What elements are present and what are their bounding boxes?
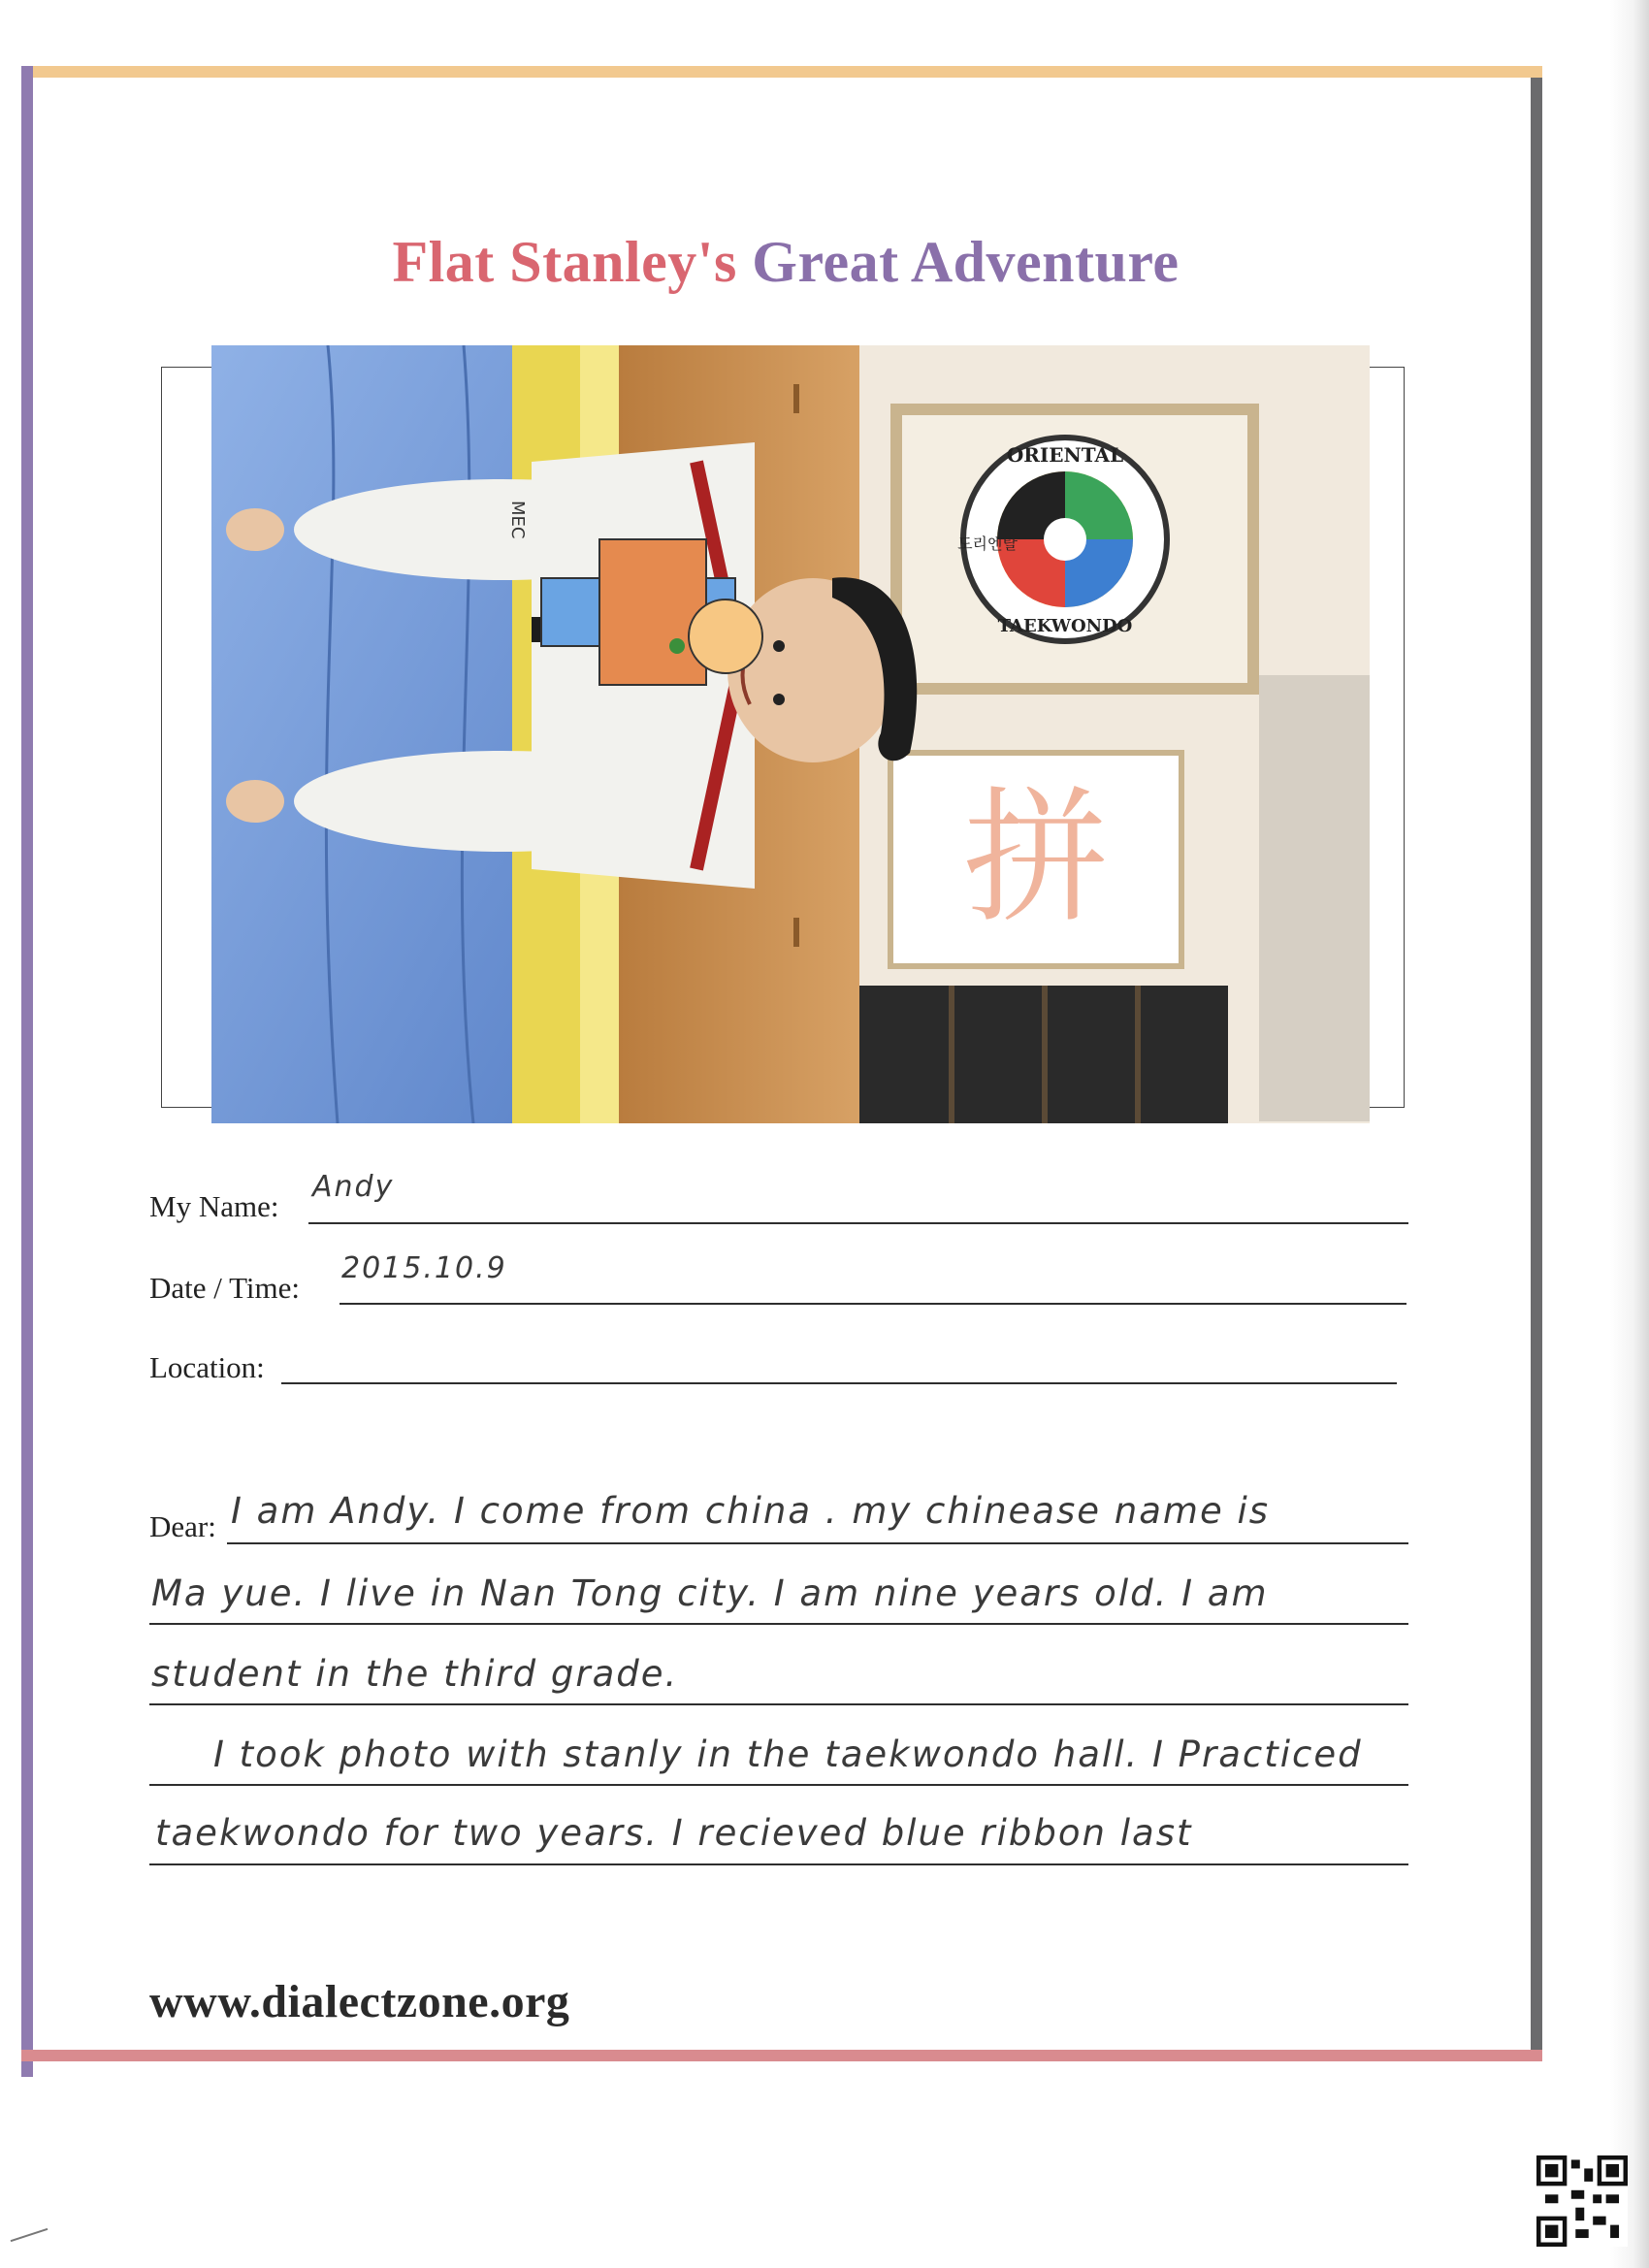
- photo-drawing: [211, 345, 1370, 1123]
- qr-code-icon: [1536, 2155, 1628, 2247]
- dear-rule-4: [149, 1784, 1408, 1786]
- website-url: www.dialectzone.org: [149, 1976, 570, 2027]
- dear-rule-1: [227, 1542, 1408, 1544]
- dear-line-3: student in the third grade.: [151, 1653, 679, 1695]
- paper-crease-mark: [11, 2228, 48, 2242]
- logo-right-text: TAEKWONDO: [997, 616, 1133, 636]
- name-label: My Name:: [149, 1189, 279, 1223]
- dear-rule-2: [149, 1623, 1408, 1625]
- frame-left-border: [21, 66, 33, 2077]
- logo-top-text: ORIENTAL: [1006, 443, 1124, 467]
- date-rule: [340, 1303, 1406, 1305]
- title-part-1: Flat Stanley's: [392, 230, 737, 294]
- name-rule: [308, 1222, 1408, 1224]
- dear-line-5: taekwondo for two years. I recieved blue ribbon last: [155, 1812, 1193, 1854]
- dear-rule-3: [149, 1703, 1408, 1705]
- dear-line-4: I took photo with stanly in the taekwondo hall. I Practiced: [213, 1733, 1363, 1775]
- logo-left-text: 도리엔탈: [957, 535, 1018, 553]
- location-rule: [281, 1382, 1397, 1384]
- scan-shadow-edge: [1610, 0, 1649, 2268]
- name-value: Andy: [312, 1170, 395, 1204]
- dear-line-1: I am Andy. I come from china . my chinease name is: [231, 1490, 1271, 1532]
- location-label: Location:: [149, 1350, 265, 1384]
- dear-line-2: Ma yue. I live in Nan Tong city. I am nine years old. I am: [151, 1572, 1269, 1614]
- frame-bottom-border: [21, 2050, 1542, 2061]
- frame-top-border: [21, 66, 1542, 78]
- date-label: Date / Time:: [149, 1271, 301, 1305]
- title-part-2: Great Adventure: [752, 230, 1180, 294]
- banner-character: 拼: [962, 774, 1110, 943]
- date-value: 2015.10.9: [341, 1251, 507, 1285]
- page-title: [0, 229, 1571, 296]
- uniform-mark: MEC: [507, 501, 528, 539]
- dear-rule-5: [149, 1863, 1408, 1865]
- dear-label: Dear:: [149, 1509, 216, 1543]
- taekwondo-photo: [211, 345, 1370, 1123]
- frame-right-border: [1531, 78, 1542, 2061]
